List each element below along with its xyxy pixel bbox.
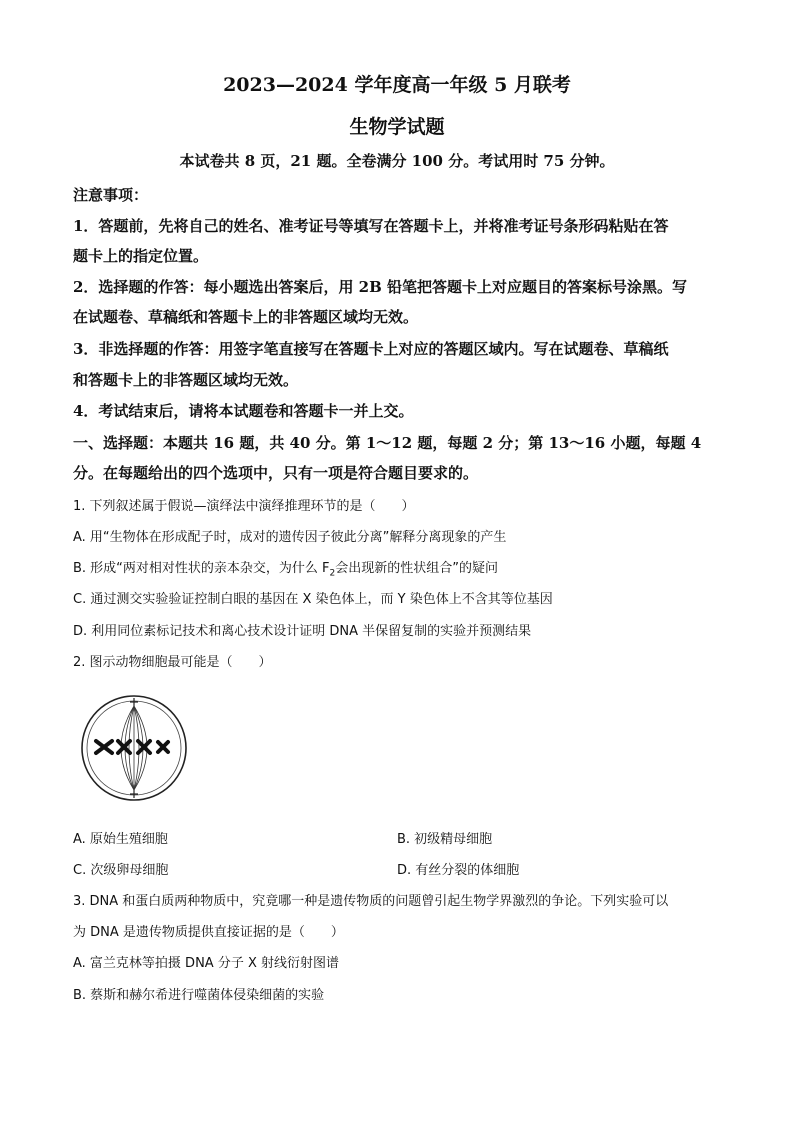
q2-option-b: B. 初级精母细胞 [397,832,493,847]
note-line: 2．选择题的作答：每小题选出答案后，用 2B 铅笔把答题卡上对应题目的答案标号涂黑。写 [73,278,688,296]
q1-stem: 1. 下列叙述属于假说—演绎法中演绎推理环节的是（ ） [73,499,415,514]
section-heading: 一、选择题：本题共 16 题，共 40 分。第 1～12 题，每题 2 分；第 13～16 小题，每题 4 [73,434,702,452]
cell-division-figure [78,692,190,804]
q2-option-d: D. 有丝分裂的体细胞 [397,863,520,878]
note-line: 4．考试结束后，请将本试题卷和答题卡一并上交。 [73,402,414,420]
q2-option-c: C. 次级卵母细胞 [73,863,169,878]
note-line: 题卡上的指定位置。 [73,247,209,265]
q2-stem: 2. 图示动物细胞最可能是（ ） [73,655,272,670]
q3-option-a: A. 富兰克林等拍摄 DNA 分子 X 射线衍射图谱 [73,956,339,971]
notes-heading: 注意事项： [73,186,149,204]
note-line: 3．非选择题的作答：用签字笔直接写在答题卡上对应的答题区域内。写在试题卷、草稿纸 [73,340,669,358]
q1-option-c: C. 通过测交实验验证控制白眼的基因在 X 染色体上，而 Y 染色体上不含其等位基因 [73,592,553,607]
q3-stem-line2: 为 DNA 是遗传物质提供直接证据的是（ ） [73,925,344,940]
q1-option-d: D. 利用同位素标记技术和离心技术设计证明 DNA 半保留复制的实验并预测结果 [73,624,532,639]
exam-title: 2023—2024 学年度高一年级 5 月联考 [223,74,571,96]
q2-option-a: A. 原始生殖细胞 [73,832,168,847]
q3-stem-line1: 3. DNA 和蛋白质两种物质中，究竟哪一种是遗传物质的问题曾引起生物学界激烈的争论。下列实验可以 [73,894,669,909]
exam-subject: 生物学试题 [349,116,445,138]
exam-info: 本试卷共 8 页，21 题。全卷满分 100 分。考试用时 75 分钟。 [179,152,615,170]
note-line: 1．答题前，先将自己的姓名、准考证号等填写在答题卡上，并将准考证号条形码粘贴在答 [73,217,669,235]
q3-option-b: B. 蔡斯和赫尔希进行噬菌体侵染细菌的实验 [73,988,325,1003]
section-heading: 分。在每题给出的四个选项中，只有一项是符合题目要求的。 [73,464,479,482]
note-line: 和答题卡上的非答题区域均无效。 [73,371,299,389]
q1-option-b: B. 形成“两对相对性状的亲本杂交，为什么 $F_2$会出现新的性状组合”的疑问 [73,561,499,579]
note-line: 在试题卷、草稿纸和答题卡上的非答题区域均无效。 [73,308,419,326]
q1-option-a: A. 用“生物体在形成配子时，成对的遗传因子彼此分离”解释分离现象的产生 [73,530,507,545]
